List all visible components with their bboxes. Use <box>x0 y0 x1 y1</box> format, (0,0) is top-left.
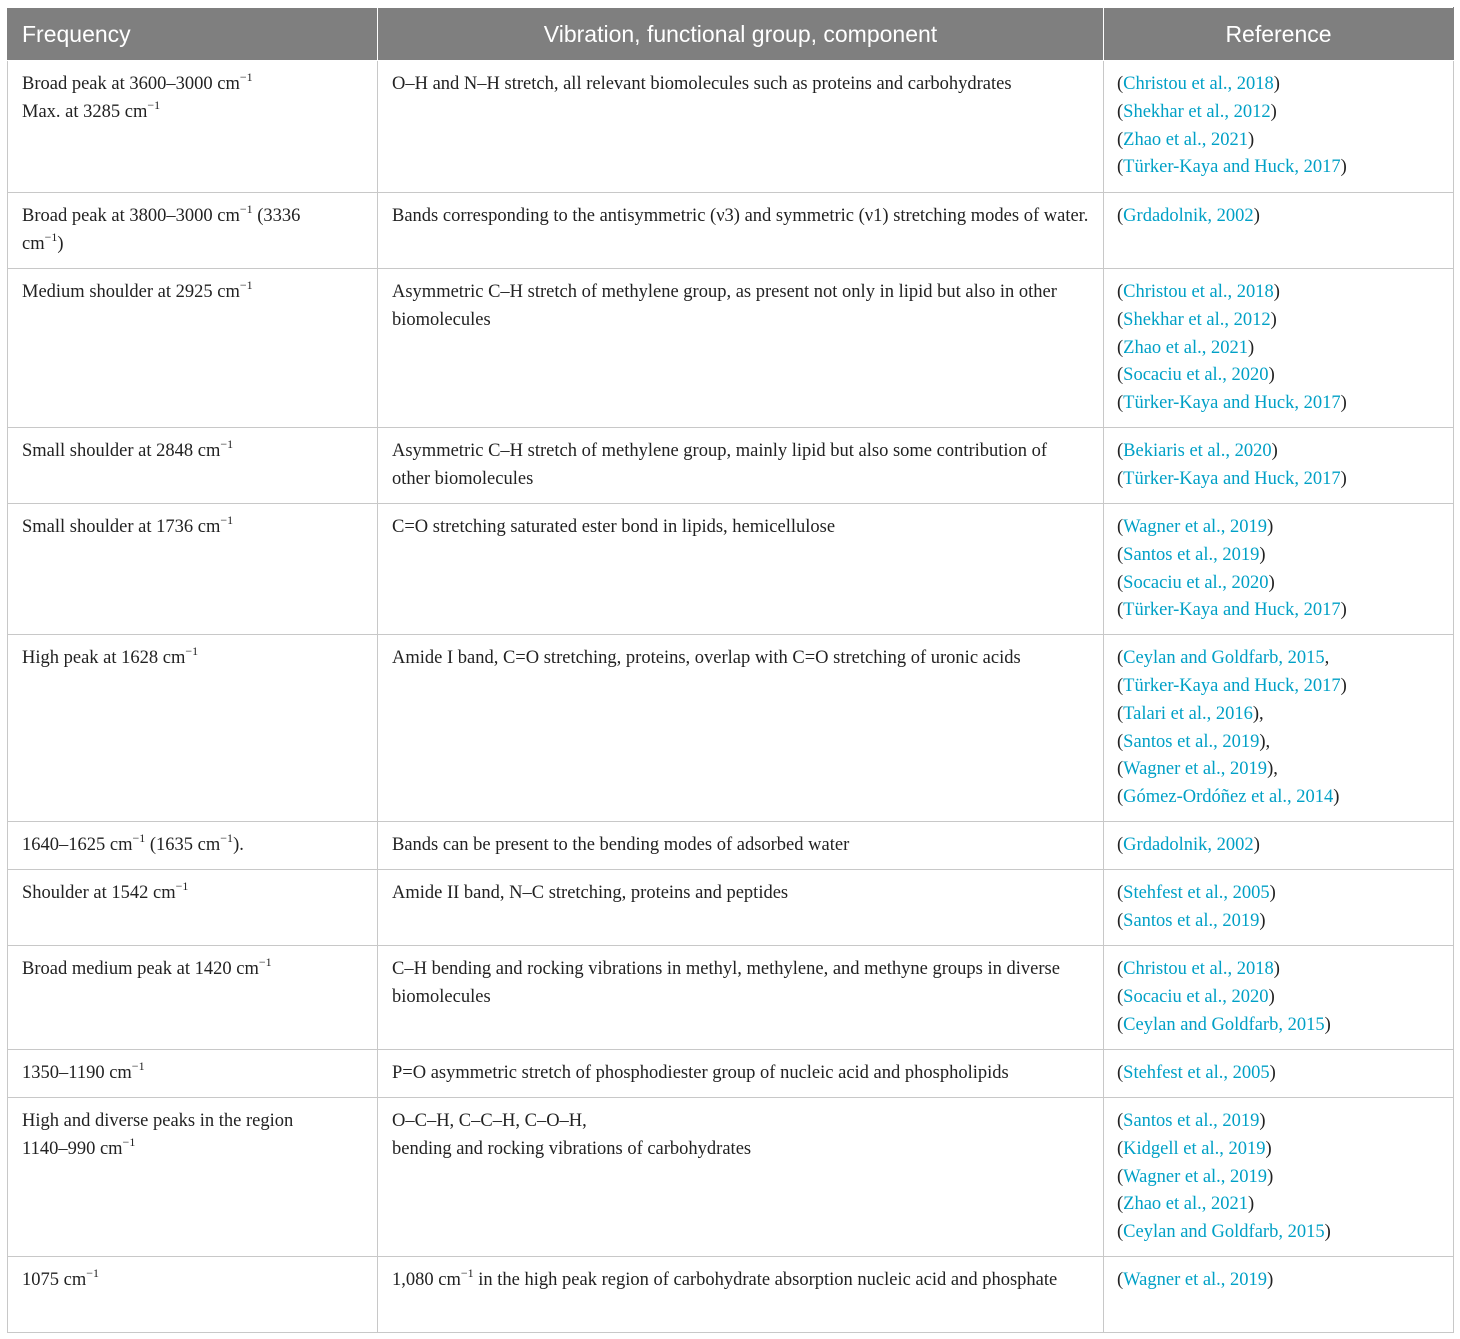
reference-line: (Wagner et al., 2019), <box>1117 759 1278 780</box>
citation-punctuation: ) <box>1273 958 1280 979</box>
citation-link[interactable]: Zhao et al., 2021 <box>1123 1194 1249 1215</box>
citation-link[interactable]: Socaciu et al., 2020 <box>1123 365 1269 386</box>
vibration-cell <box>378 1049 1104 1097</box>
frequency-cell <box>8 193 378 269</box>
citation-punctuation: ) <box>1340 600 1347 621</box>
superscript: −1 <box>220 512 234 527</box>
reference-line: (Grdadolnik, 2002) <box>1117 206 1260 226</box>
frequency-text: 1640–1625 cm <box>22 834 133 855</box>
table-row <box>8 821 1454 869</box>
reference-cell <box>1104 1049 1454 1097</box>
citation-link[interactable]: Ceylan and Goldfarb, 2015 <box>1123 648 1325 669</box>
frequency-text: cm <box>22 233 45 254</box>
header-row <box>8 8 1454 61</box>
reference-line: (Santos et al., 2019) <box>1117 544 1266 565</box>
frequency-text: (3336 <box>252 206 301 226</box>
citation-punctuation: ) <box>1259 544 1266 565</box>
vibration-cell <box>378 428 1104 504</box>
citation-link[interactable]: Wagner et al., 2019 <box>1123 517 1268 537</box>
frequency-line <box>22 514 363 542</box>
superscript: −1 <box>175 878 189 893</box>
table-row <box>8 635 1454 822</box>
reference-line: (Christou et al., 2018) <box>1117 958 1280 979</box>
citation-link[interactable]: Talari et al., 2016 <box>1123 703 1253 724</box>
citation-punctuation: ) <box>1253 206 1260 226</box>
frequency-cell <box>8 269 378 428</box>
frequency-text: Shoulder at 1542 cm <box>22 882 176 903</box>
header-frequency: Frequency <box>8 8 378 61</box>
frequency-text: Broad peak at 3600–3000 cm <box>22 74 240 94</box>
citation-punctuation: ) <box>1269 882 1276 903</box>
superscript: −1 <box>147 97 161 112</box>
frequency-text: Broad peak at 3800–3000 cm <box>22 206 240 226</box>
vibration-text: P=O asymmetric stretch of phosphodiester group of nucleic acid and phospholipids <box>392 1062 1009 1083</box>
frequency-line <box>22 1136 363 1164</box>
reference-cell <box>1104 945 1454 1049</box>
superscript: −1 <box>86 1265 100 1280</box>
citation-punctuation: ) <box>1267 517 1274 537</box>
reference-line: (Socaciu et al., 2020) <box>1117 572 1275 593</box>
citation-punctuation: ) <box>1267 1166 1274 1187</box>
citation-link[interactable]: Santos et al., 2019 <box>1123 731 1260 752</box>
frequency-line <box>22 1267 363 1295</box>
citation-link[interactable]: Zhao et al., 2021 <box>1123 129 1249 150</box>
reference-cell <box>1104 1256 1454 1332</box>
frequency-cell <box>8 821 378 869</box>
citation-punctuation: ) <box>1270 101 1277 122</box>
frequency-line <box>22 71 363 99</box>
vibration-text <box>392 1265 1058 1290</box>
frequency-text: Max. at 3285 cm <box>22 101 148 122</box>
reference-line: (Ceylan and Goldfarb, 2015) <box>1117 1222 1331 1243</box>
citation-punctuation: ) <box>1267 1269 1274 1290</box>
reference-line: (Türker-Kaya and Huck, 2017) <box>1117 157 1347 178</box>
reference-line: (Ceylan and Goldfarb, 2015, <box>1117 648 1330 669</box>
frequency-line <box>22 99 363 127</box>
citation-link[interactable]: Grdadolnik, 2002 <box>1123 206 1254 226</box>
citation-punctuation: ) <box>1340 157 1347 178</box>
vibration-cell <box>378 869 1104 945</box>
reference-cell <box>1104 504 1454 635</box>
frequency-text: (1635 cm <box>145 834 221 855</box>
reference-cell <box>1104 61 1454 193</box>
reference-line: (Wagner et al., 2019) <box>1117 1269 1274 1290</box>
table-row <box>8 1049 1454 1097</box>
vibration-text: Bands can be present to the bending modes of adsorbed water <box>392 834 850 855</box>
frequency-line <box>22 279 363 307</box>
frequency-cell <box>8 635 378 822</box>
citation-link[interactable]: Stehfest et al., 2005 <box>1123 1062 1270 1083</box>
reference-line: (Wagner et al., 2019) <box>1117 517 1274 537</box>
frequency-text: 1075 cm <box>22 1269 87 1290</box>
citation-punctuation: ) <box>1248 1194 1255 1215</box>
frequency-text: High and diverse peaks in the region <box>22 1110 294 1131</box>
table-row <box>8 428 1454 504</box>
vibration-fragment: 1,080 cm <box>392 1269 461 1290</box>
citation-link[interactable]: Christou et al., 2018 <box>1123 958 1274 979</box>
citation-punctuation: ) <box>1273 282 1280 302</box>
superscript: −1 <box>122 1134 136 1149</box>
citation-link[interactable]: Kidgell et al., 2019 <box>1123 1138 1266 1159</box>
frequency-cell <box>8 504 378 635</box>
vibration-cell <box>378 504 1104 635</box>
reference-line: (Ceylan and Goldfarb, 2015) <box>1117 1014 1331 1035</box>
frequency-cell <box>8 1049 378 1097</box>
table-row <box>8 945 1454 1049</box>
reference-line: (Santos et al., 2019) <box>1117 910 1266 931</box>
superscript: −1 <box>258 954 272 969</box>
superscript: −1 <box>220 830 234 845</box>
reference-line: (Christou et al., 2018) <box>1117 282 1280 302</box>
citation-punctuation: ), <box>1267 759 1278 780</box>
frequency-text: 1350–1190 cm <box>22 1062 132 1083</box>
frequency-cell <box>8 1097 378 1256</box>
frequency-line <box>22 203 363 231</box>
citation-link[interactable]: Türker-Kaya and Huck, 2017 <box>1123 675 1341 696</box>
vibration-text: Bands corresponding to the antisymmetric (ν3) and symmetric (ν1) stretching modes of water. <box>392 206 1089 226</box>
vibration-text: C–H bending and rocking vibrations in methyl, methylene, and methyne groups in diverse biomolecules <box>392 958 1060 1007</box>
citation-link[interactable]: Santos et al., 2019 <box>1123 544 1260 565</box>
reference-line: (Zhao et al., 2021) <box>1117 1194 1255 1215</box>
reference-cell <box>1104 193 1454 269</box>
frequency-text: ) <box>57 233 64 254</box>
citation-link[interactable]: Grdadolnik, 2002 <box>1123 834 1254 855</box>
frequency-line <box>22 438 363 466</box>
reference-line: (Türker-Kaya and Huck, 2017) <box>1117 675 1347 696</box>
citation-link[interactable]: Türker-Kaya and Huck, 2017 <box>1123 468 1341 489</box>
reference-line: (Gómez-Ordóñez et al., 2014) <box>1117 787 1340 808</box>
citation-punctuation: ) <box>1324 1222 1331 1243</box>
frequency-cell <box>8 869 378 945</box>
reference-line: (Socaciu et al., 2020) <box>1117 986 1275 1007</box>
table-row <box>8 869 1454 945</box>
citation-punctuation: ) <box>1248 337 1255 358</box>
citation-punctuation: ), <box>1252 703 1264 724</box>
vibration-cell <box>378 1097 1104 1256</box>
table-row <box>8 1256 1454 1332</box>
citation-link[interactable]: Türker-Kaya and Huck, 2017 <box>1123 600 1341 621</box>
frequency-text: 1140–990 cm <box>22 1138 123 1159</box>
frequency-text: Medium shoulder at 2925 cm <box>22 282 240 302</box>
citation-link[interactable]: Wagner et al., 2019 <box>1123 1166 1268 1187</box>
citation-punctuation: ) <box>1273 74 1280 94</box>
citation-link[interactable]: Santos et al., 2019 <box>1123 1110 1260 1131</box>
reference-line: (Stehfest et al., 2005) <box>1117 882 1276 903</box>
frequency-cell <box>8 61 378 193</box>
citation-punctuation: ) <box>1268 572 1275 593</box>
citation-link[interactable]: Türker-Kaya and Huck, 2017 <box>1123 157 1341 178</box>
superscript: −1 <box>239 201 253 216</box>
citation-punctuation: ) <box>1248 129 1255 150</box>
citation-link[interactable]: Gómez-Ordóñez et al., 2014 <box>1123 787 1334 808</box>
vibration-text: C=O stretching saturated ester bond in lipids, hemicellulose <box>392 517 836 537</box>
citation-punctuation: ) <box>1259 1110 1266 1131</box>
header-vibration: Vibration, functional group, component <box>378 8 1104 61</box>
reference-line: (Wagner et al., 2019) <box>1117 1166 1274 1187</box>
vibration-fragment: in the high peak region of carbohydrate absorption nucleic acid and phosphate <box>473 1269 1058 1290</box>
citation-punctuation: ) <box>1269 1062 1276 1083</box>
frequency-text: High peak at 1628 cm <box>22 648 186 669</box>
frequency-line <box>22 880 363 908</box>
reference-line: (Socaciu et al., 2020) <box>1117 365 1275 386</box>
reference-line: (Zhao et al., 2021) <box>1117 337 1255 358</box>
reference-line: (Talari et al., 2016), <box>1117 703 1264 724</box>
citation-link[interactable]: Wagner et al., 2019 <box>1123 1269 1268 1290</box>
citation-punctuation: ) <box>1268 365 1275 386</box>
reference-cell <box>1104 869 1454 945</box>
reference-line: (Kidgell et al., 2019) <box>1117 1138 1272 1159</box>
vibration-cell <box>378 821 1104 869</box>
citation-punctuation: ) <box>1268 986 1275 1007</box>
table-row <box>8 61 1454 193</box>
vibration-line: bending and rocking vibrations of carbohydrates <box>392 1138 752 1159</box>
reference-line: (Grdadolnik, 2002) <box>1117 834 1260 855</box>
superscript: −1 <box>185 644 199 659</box>
superscript: −1 <box>239 69 253 84</box>
frequency-line <box>22 832 363 860</box>
reference-line: (Zhao et al., 2021) <box>1117 129 1255 150</box>
vibration-text: O–H and N–H stretch, all relevant biomolecules such as proteins and carbohydrates <box>392 74 1012 94</box>
citation-punctuation: ) <box>1253 834 1260 855</box>
frequency-line <box>22 645 363 673</box>
superscript: −1 <box>132 830 146 845</box>
reference-line: (Türker-Kaya and Huck, 2017) <box>1117 600 1347 621</box>
citation-link[interactable]: Shekhar et al., 2012 <box>1123 101 1271 122</box>
citation-punctuation: ) <box>1324 1014 1331 1035</box>
table-row <box>8 193 1454 269</box>
reference-cell <box>1104 821 1454 869</box>
vibration-text: Asymmetric C–H stretch of methylene group, mainly lipid but also some contribution of other biomolecules <box>392 441 1048 489</box>
table-row <box>8 1097 1454 1256</box>
frequency-line <box>22 231 363 259</box>
reference-line: (Santos et al., 2019) <box>1117 1110 1266 1131</box>
reference-line: (Santos et al., 2019), <box>1117 731 1271 752</box>
reference-line: (Shekhar et al., 2012) <box>1117 101 1277 122</box>
vibration-text: Amide II band, N–C stretching, proteins and peptides <box>392 882 789 903</box>
vibration-cell <box>378 635 1104 822</box>
citation-punctuation: ) <box>1270 309 1277 330</box>
citation-link[interactable]: Ceylan and Goldfarb, 2015 <box>1123 1222 1325 1243</box>
vibration-text: Asymmetric C–H stretch of methylene group, as present not only in lipid but also in other biomolecules <box>392 282 1057 330</box>
citation-punctuation: ) <box>1265 1138 1272 1159</box>
vibration-text: Amide I band, C=O stretching, proteins, overlap with C=O stretching of uronic acids <box>392 648 1021 669</box>
frequency-text: Small shoulder at 2848 cm <box>22 441 221 461</box>
citation-punctuation: ) <box>1333 787 1340 808</box>
reference-cell <box>1104 635 1454 822</box>
vibration-cell <box>378 269 1104 428</box>
reference-line: (Türker-Kaya and Huck, 2017) <box>1117 468 1347 489</box>
citation-punctuation: ) <box>1271 441 1278 461</box>
citation-link[interactable]: Bekiaris et al., 2020 <box>1123 441 1272 461</box>
citation-punctuation: ) <box>1340 393 1347 414</box>
superscript: −1 <box>239 277 253 292</box>
frequency-line <box>22 1108 363 1136</box>
reference-line: (Bekiaris et al., 2020) <box>1117 441 1278 461</box>
superscript: −1 <box>460 1265 474 1280</box>
reference-cell <box>1104 1097 1454 1256</box>
table-row <box>8 269 1454 428</box>
citation-link[interactable]: Wagner et al., 2019 <box>1123 759 1268 780</box>
frequency-text: ). <box>233 834 244 855</box>
reference-line: (Türker-Kaya and Huck, 2017) <box>1117 393 1347 414</box>
citation-link[interactable]: Christou et al., 2018 <box>1123 282 1274 302</box>
vibration-cell <box>378 945 1104 1049</box>
citation-punctuation: ) <box>1259 910 1266 931</box>
table-row <box>8 504 1454 635</box>
reference-line: (Stehfest et al., 2005) <box>1117 1062 1276 1083</box>
frequency-text: Small shoulder at 1736 cm <box>22 517 221 537</box>
vibration-cell <box>378 1256 1104 1332</box>
superscript: −1 <box>220 436 234 451</box>
citation-link[interactable]: Ceylan and Goldfarb, 2015 <box>1123 1014 1325 1035</box>
citation-punctuation: , <box>1324 648 1330 669</box>
frequency-line <box>22 956 363 984</box>
citation-link[interactable]: Socaciu et al., 2020 <box>1123 572 1269 593</box>
reference-cell <box>1104 269 1454 428</box>
vibration-cell <box>378 61 1104 193</box>
superscript: −1 <box>131 1058 145 1073</box>
citation-link[interactable]: Shekhar et al., 2012 <box>1123 309 1271 330</box>
reference-line: (Shekhar et al., 2012) <box>1117 309 1277 330</box>
header-reference: Reference <box>1104 8 1454 61</box>
superscript: −1 <box>44 229 58 244</box>
citation-punctuation: ) <box>1340 468 1347 489</box>
citation-punctuation: ) <box>1340 675 1347 696</box>
citation-link[interactable]: Türker-Kaya and Huck, 2017 <box>1123 393 1341 414</box>
vibration-line: O–C–H, C–C–H, C–O–H, <box>392 1110 587 1131</box>
vibration-cell <box>378 193 1104 269</box>
citation-link[interactable]: Christou et al., 2018 <box>1123 74 1274 94</box>
citation-link[interactable]: Santos et al., 2019 <box>1123 910 1260 931</box>
citation-link[interactable]: Zhao et al., 2021 <box>1123 337 1249 358</box>
reference-cell <box>1104 428 1454 504</box>
citation-link[interactable]: Stehfest et al., 2005 <box>1123 882 1270 903</box>
frequency-text: Broad medium peak at 1420 cm <box>22 958 259 979</box>
frequency-cell <box>8 945 378 1049</box>
citation-punctuation: ), <box>1259 731 1271 752</box>
frequency-line <box>22 1060 363 1088</box>
citation-link[interactable]: Socaciu et al., 2020 <box>1123 986 1269 1007</box>
frequency-table <box>7 7 1454 1333</box>
frequency-cell <box>8 1256 378 1332</box>
reference-line: (Christou et al., 2018) <box>1117 74 1280 94</box>
frequency-cell <box>8 428 378 504</box>
